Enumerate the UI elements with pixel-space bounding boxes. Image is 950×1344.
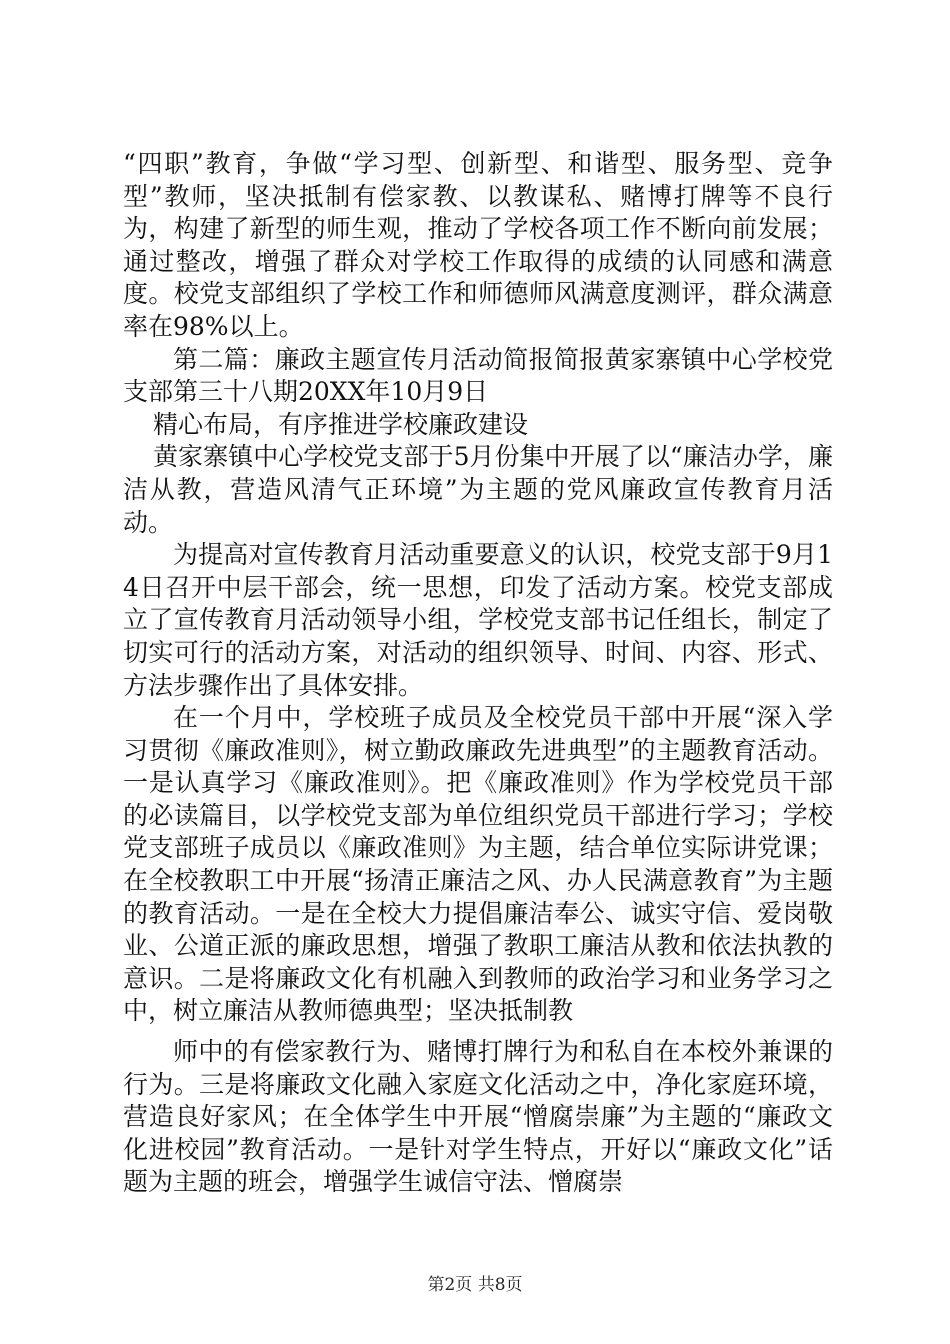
section-heading: 第二篇：廉政主题宣传月活动简报简报黄家寨镇中心学校党支部第三十八期20XX年10月9日 xyxy=(123,344,833,407)
paragraph-planning: 为提高对宣传教育月活动重要意义的认识，校党支部于9月14日召开中层干部会，统一思想，印发了活动方案。校党支部成立了宣传教育月活动领导小组，学校党支部书记任组长，制定了切实可行的活动方案，对活动的组织领导、时间、内容、形式、方法步骤作出了具体安排。 xyxy=(123,540,833,700)
section-subtitle: 精心布局，有序推进学校廉政建设 xyxy=(153,409,529,439)
paragraph-1: “四职”教育，争做“学习型、创新型、和谐型、服务型、竞争型”教师，坚决抵制有偿家教、以教谋私、赌博打牌等不良行为，构建了新型的师生观，推动了学校各项工作不断向前发展；通过整改，增强了群众对学校工作取得的成绩的认同感和满意度。校党支部组织了学校工作和师德师风满意度测评，群众满意率在98%以上。 xyxy=(123,149,833,341)
paragraph-activities: 在一个月中，学校班子成员及全校党员干部中开展“深入学习贯彻《廉政准则》，树立勤政廉政先进典型”的主题教育活动。一是认真学习《廉政准则》。把《廉政准则》作为学校党员干部的必读篇目，以学校党支部为单位组织党员干部进行学习；学校党支部班子成员以《廉政准则》为主题，结合单位实际讲党课；在全校教职工中开展“扬清正廉洁之风、办人民满意教育”为主题的教育活动。一是在全校大力提倡廉洁奉公、诚实守信、爱岗敬业、公道正派的廉政思想，增强了教职工廉洁从教和依法执教的意识。二是将廉政文化有机融入到教师的政治学习和业务学习之中，树立廉洁从教师德典型；坚决抵制教 xyxy=(123,703,833,1026)
document-body xyxy=(123,148,833,1199)
page-footer: 第2页 共8页 xyxy=(427,1275,523,1295)
paragraph-intro: 黄家寨镇中心学校党支部于5月份集中开展了以“廉洁办学，廉洁从教，营造风清气正环境”为主题的党风廉政宣传教育月活动。 xyxy=(123,442,833,537)
paragraph-continued: 师中的有偿家教行为、赌博打牌行为和私自在本校外兼课的行为。三是将廉政文化融入家庭文化活动之中，净化家庭环境，营造良好家风；在全体学生中开展“憎腐崇廉”为主题的“廉政文化进校园”教育活动。一是针对学生特点，开好以“廉政文化”话题为主题的班会，增强学生诚信守法、憎腐崇 xyxy=(123,1037,833,1197)
